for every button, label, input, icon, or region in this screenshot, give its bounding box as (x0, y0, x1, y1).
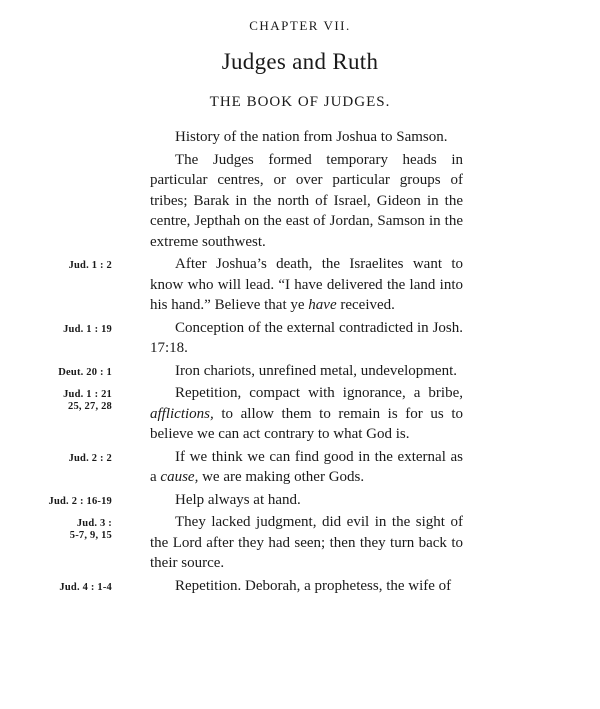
paragraph-row (0, 318, 600, 361)
paragraph-text (150, 127, 463, 148)
margin-reference (0, 576, 112, 594)
margin-reference-line: Jud. 1 : 2 (68, 260, 112, 271)
plain-text: After Joshua’s death, the Israelites want to know who will lead. “I have delivered the land into his hand.” Believe that ye (150, 256, 463, 313)
margin-reference (0, 512, 112, 541)
margin-reference-line: Jud. 2 : 2 (68, 452, 112, 464)
margin-reference-line: Jud. 3 : (76, 518, 112, 529)
italic-text: have (308, 297, 337, 313)
margin-reference-line: Deut. 20 : 1 (58, 366, 112, 378)
italic-text: afflictions, (150, 405, 214, 422)
book-title: Judges and Ruth (221, 49, 379, 74)
paragraph-text (150, 254, 463, 316)
margin-reference (0, 361, 112, 379)
paragraph-column (150, 490, 463, 513)
paragraph-row (0, 127, 600, 150)
plain-text: Conception of the external contradicted in Josh. 17:18. (150, 319, 463, 356)
section-heading: THE BOOK OF JUDGES. (209, 94, 391, 110)
paragraph-text (150, 447, 463, 488)
paragraph-column (150, 361, 463, 384)
italic-text: cause, (160, 469, 199, 485)
margin-reference (0, 150, 112, 156)
paragraph-column (150, 576, 463, 599)
paragraph-column (150, 254, 463, 318)
margin-reference-line: Jud. 2 : 16-19 (48, 495, 112, 507)
margin-reference-line: Jud. 1 : 21 (63, 389, 112, 400)
paragraph-row (0, 512, 600, 576)
plain-text: Repetition. Deborah, a prophetess, the wife of (175, 577, 452, 594)
margin-reference (0, 383, 112, 412)
paragraph-text (150, 490, 463, 511)
paragraph-text (150, 576, 463, 597)
margin-reference (0, 447, 112, 465)
plain-text: to allow them to remain is for us to believe we can act contrary to what God is. (150, 405, 463, 442)
paragraph-text (150, 318, 463, 359)
paragraph-row (0, 490, 600, 513)
plain-text: Repetition, compact with ignorance, a bribe, (175, 385, 463, 401)
margin-reference (0, 318, 112, 336)
plain-text: Iron chariots, unrefined metal, undevelopment. (175, 362, 457, 379)
plain-text: History of the nation from Joshua to Samson. (175, 129, 448, 145)
margin-reference-line: Jud. 1 : 19 (63, 323, 112, 335)
margin-reference (0, 254, 112, 272)
plain-text: received. (336, 297, 395, 313)
plain-text: They lacked judgment, did evil in the sight of the Lord after they had seen; then they turn back to their source. (150, 514, 463, 571)
plain-text: The Judges formed temporary heads in particular centres, or over particular groups of tribes; Barak in the north of Israel, Gideon in the centre, Jepthah on the east of Jordan, Samson in the extreme southwest. (150, 151, 463, 250)
paragraph-row (0, 361, 600, 384)
chapter-heading: CHAPTER VII. (249, 18, 351, 33)
margin-reference (0, 490, 112, 508)
margin-reference-line: Jud. 4 : 1-4 (59, 581, 112, 593)
body-text (0, 127, 600, 598)
margin-reference-line: 5-7, 9, 15 (69, 529, 112, 541)
paragraph-column (150, 127, 463, 150)
paragraph-text (150, 512, 463, 574)
paragraph-row (0, 150, 600, 255)
paragraph-column (150, 447, 463, 490)
plain-text: Help always at hand. (175, 491, 301, 508)
margin-reference (0, 127, 112, 133)
paragraph-column (150, 383, 463, 447)
paragraph-row (0, 383, 600, 447)
paragraph-row (0, 576, 600, 599)
paragraph-text (150, 383, 463, 445)
paragraph-column (150, 318, 463, 361)
paragraph-column (150, 512, 463, 576)
paragraph-row (0, 447, 600, 490)
plain-text: If we think we can find good in the external as a (150, 448, 463, 485)
page-headers (40, 18, 560, 111)
paragraph-text (150, 150, 463, 253)
paragraph-row (0, 254, 600, 318)
paragraph-text (150, 361, 463, 382)
plain-text: we are making other Gods. (198, 469, 365, 485)
paragraph-column (150, 150, 463, 255)
margin-reference-line: 25, 27, 28 (68, 400, 112, 412)
